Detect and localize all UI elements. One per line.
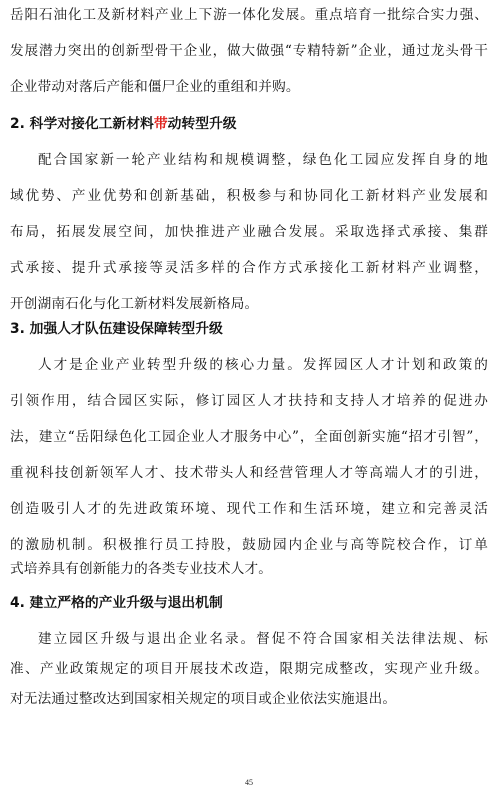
paragraph-line: 的激励机制。积极推行员工持股，鼓励园内企业与高等院校合作，订单 [10,537,488,553]
section-heading-3: 3. 加强人才队伍建设保障转型升级 [10,321,223,337]
paragraph-line: 开创湖南石化与化工新材料发展新格局。 [10,296,259,312]
paragraph-line: 发展潜力突出的创新型骨干企业，做大做强“专精特新”企业，通过龙头骨干 [10,43,488,59]
paragraph-line: 准、产业政策规定的项目开展技术改造，限期完成整改，实现产业升级。 [10,661,488,677]
paragraph-line: 人才是企业产业转型升级的核心力量。发挥园区人才计划和政策的 [38,357,488,373]
page-number: 45 [245,778,253,787]
paragraph-line: 重视科技创新领军人才、技术带头人和经营管理人才等高端人才的引进， [10,465,488,481]
paragraph-line: 引领作用，结合园区实际，修订园区人才扶持和支持人才培养的促进办 [10,393,488,409]
paragraph-line: 法，建立“岳阳绿色化工园企业人才服务中心”，全面创新实施“招才引智”， [10,429,488,445]
paragraph-line: 建立园区升级与退出企业名录。督促不符合国家相关法律法规、标 [38,631,488,647]
paragraph-line: 域优势、产业优势和创新基础，积极参与和协同化工新材料产业发展和 [10,188,488,204]
paragraph-line: 配合国家新一轮产业结构和规模调整，绿色化工园应发挥自身的地 [38,152,488,168]
heading-text: 动转型升级 [167,116,237,132]
paragraph-line: 布局，拓展发展空间，加快推进产业融合发展。采取选择式承接、集群 [10,224,488,240]
paragraph-line: 岳阳石油化工及新材料产业上下游一体化发展。重点培育一批综合实力强、 [10,7,488,23]
section-heading-4: 4. 建立严格的产业升级与退出机制 [10,595,223,611]
paragraph-line: 对无法通过整改达到国家相关规定的项目或企业依法实施退出。 [10,691,397,707]
highlighted-char: 带 [153,116,168,132]
paragraph-line: 式培养具有创新能力的各类专业技术人才。 [10,561,273,577]
paragraph-line: 式承接、提升式承接等灵活多样的合作方式承接化工新材料产业调整， [10,260,488,276]
section-heading-2 [10,115,237,133]
paragraph-line: 企业带动对落后产能和僵尸企业的重组和并购。 [10,79,300,95]
heading-text: 2. 科学对接化工新材料 [10,116,154,132]
paragraph-line: 创造吸引人才的先进政策环境、现代工作和生活环境，建立和完善灵活 [10,501,488,517]
